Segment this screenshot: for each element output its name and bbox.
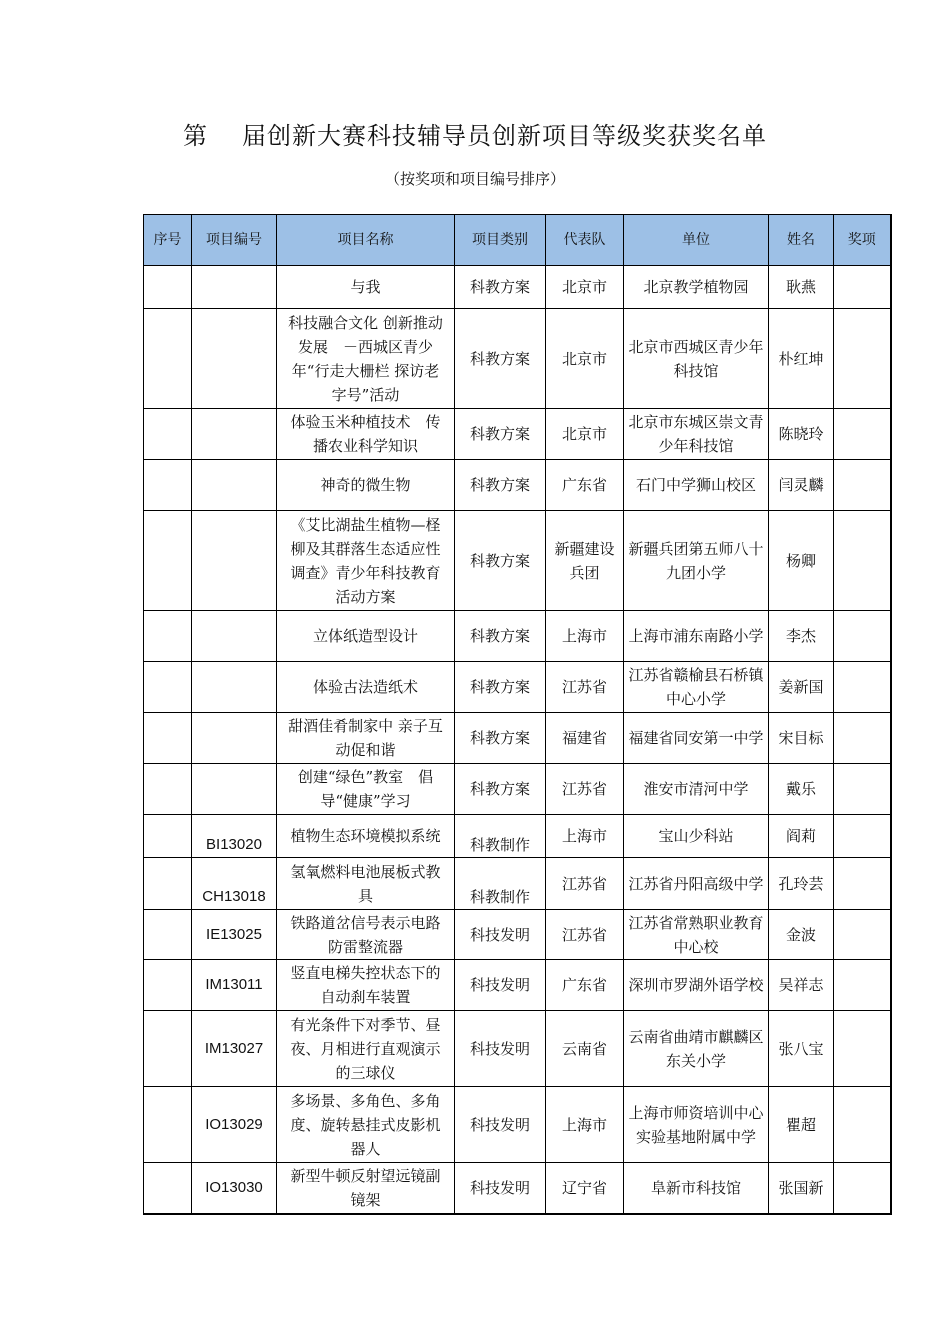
cell-team: 北京市 [546, 409, 624, 460]
col-header-name: 项目名称 [277, 215, 455, 266]
cell-name: 甜酒佳肴制家中 亲子互动促和谐 [277, 713, 455, 764]
cell-unit: 北京市西城区青少年科技馆 [624, 309, 769, 409]
cell-team: 江苏省 [546, 662, 624, 713]
table-row [144, 409, 891, 460]
table-row [144, 511, 891, 611]
cell-person: 姜新国 [769, 662, 834, 713]
cell-unit: 淮安市清河中学 [624, 764, 769, 815]
cell-team: 辽宁省 [546, 1163, 624, 1214]
cell-category: 科技发明 [455, 910, 546, 960]
col-header-unit: 单位 [624, 215, 769, 266]
cell-person: 耿燕 [769, 266, 834, 309]
cell-category: 科教方案 [455, 662, 546, 713]
cell-unit: 新疆兵团第五师八十九团小学 [624, 511, 769, 611]
table-row [144, 764, 891, 815]
cell-seq [144, 511, 192, 611]
col-header-seq: 序号 [144, 215, 192, 266]
cell-person: 闫灵麟 [769, 460, 834, 511]
cell-seq [144, 1163, 192, 1214]
cell-unit: 上海市浦东南路小学 [624, 611, 769, 662]
cell-category: 科技发明 [455, 1087, 546, 1163]
cell-team: 广东省 [546, 960, 624, 1011]
cell-person: 宋目标 [769, 713, 834, 764]
table-header-row [144, 215, 891, 266]
cell-seq [144, 910, 192, 960]
table-row [144, 611, 891, 662]
cell-team: 北京市 [546, 266, 624, 309]
cell-seq [144, 460, 192, 511]
cell-category: 科教制作 [455, 815, 546, 858]
table-row [144, 910, 891, 960]
cell-category: 科教制作 [455, 858, 546, 910]
cell-category: 科教方案 [455, 764, 546, 815]
cell-category: 科教方案 [455, 266, 546, 309]
cell-person: 吴祥志 [769, 960, 834, 1011]
table-row [144, 1011, 891, 1087]
cell-name: 创建“绿色”教室 倡导“健康”学习 [277, 764, 455, 815]
cell-category: 科技发明 [455, 960, 546, 1011]
cell-person: 金波 [769, 910, 834, 960]
cell-seq [144, 611, 192, 662]
cell-category: 科技发明 [455, 1163, 546, 1214]
cell-seq [144, 662, 192, 713]
cell-seq [144, 815, 192, 858]
cell-team: 云南省 [546, 1011, 624, 1087]
cell-award [834, 1087, 891, 1163]
award-table [143, 214, 892, 1215]
table-row [144, 713, 891, 764]
cell-code: CH13018 [192, 858, 277, 910]
cell-team: 上海市 [546, 611, 624, 662]
table-row [144, 858, 891, 910]
cell-name: 《艾比湖盐生植物—柽柳及其群落生态适应性调查》青少年科技教育活动方案 [277, 511, 455, 611]
title-prefix: 第 [183, 122, 208, 150]
cell-code: IM13011 [192, 960, 277, 1011]
col-header-category: 项目类别 [455, 215, 546, 266]
cell-name: 与我 [277, 266, 455, 309]
cell-seq [144, 1087, 192, 1163]
table-row [144, 960, 891, 1011]
cell-award [834, 815, 891, 858]
cell-name: 神奇的微生物 [277, 460, 455, 511]
cell-seq [144, 764, 192, 815]
cell-person: 阎莉 [769, 815, 834, 858]
cell-person: 瞿超 [769, 1087, 834, 1163]
cell-award [834, 460, 891, 511]
cell-name: 体验玉米种植技术 传播农业科学知识 [277, 409, 455, 460]
cell-award [834, 713, 891, 764]
cell-unit: 石门中学狮山校区 [624, 460, 769, 511]
title-main: 届创新大赛科技辅导员创新项目等级奖获奖名单 [242, 122, 767, 150]
cell-award [834, 764, 891, 815]
cell-award [834, 511, 891, 611]
cell-person: 张国新 [769, 1163, 834, 1214]
cell-code [192, 511, 277, 611]
cell-code [192, 409, 277, 460]
cell-person: 张八宝 [769, 1011, 834, 1087]
cell-seq [144, 409, 192, 460]
cell-unit: 江苏省赣榆县石桥镇中心小学 [624, 662, 769, 713]
cell-code [192, 460, 277, 511]
cell-award [834, 611, 891, 662]
cell-team: 广东省 [546, 460, 624, 511]
page-title [0, 116, 950, 151]
cell-award [834, 266, 891, 309]
cell-unit: 北京教学植物园 [624, 266, 769, 309]
cell-team: 北京市 [546, 309, 624, 409]
cell-unit: 宝山少科站 [624, 815, 769, 858]
cell-category: 科教方案 [455, 409, 546, 460]
cell-team: 江苏省 [546, 764, 624, 815]
cell-team: 上海市 [546, 1087, 624, 1163]
cell-name: 多场景、多角色、多角度、旋转悬挂式皮影机器人 [277, 1087, 455, 1163]
cell-person: 李杰 [769, 611, 834, 662]
cell-unit: 云南省曲靖市麒麟区东关小学 [624, 1011, 769, 1087]
cell-code [192, 309, 277, 409]
table-row [144, 309, 891, 409]
cell-seq [144, 1011, 192, 1087]
cell-award [834, 309, 891, 409]
table-row [144, 815, 891, 858]
cell-unit: 江苏省丹阳高级中学 [624, 858, 769, 910]
cell-seq [144, 960, 192, 1011]
cell-team: 江苏省 [546, 858, 624, 910]
cell-name: 有光条件下对季节、昼夜、月相进行直观演示的三球仪 [277, 1011, 455, 1087]
col-header-person: 姓名 [769, 215, 834, 266]
cell-unit: 江苏省常熟职业教育中心校 [624, 910, 769, 960]
cell-category: 科教方案 [455, 460, 546, 511]
cell-code: IO13029 [192, 1087, 277, 1163]
table-row [144, 460, 891, 511]
cell-seq [144, 309, 192, 409]
cell-unit: 北京市东城区崇文青少年科技馆 [624, 409, 769, 460]
cell-name: 体验古法造纸术 [277, 662, 455, 713]
cell-category: 科教方案 [455, 611, 546, 662]
cell-code: IO13030 [192, 1163, 277, 1214]
cell-unit: 福建省同安第一中学 [624, 713, 769, 764]
table-row [144, 1163, 891, 1214]
cell-name: 竖直电梯失控状态下的自动刹车装置 [277, 960, 455, 1011]
cell-code: BI13020 [192, 815, 277, 858]
cell-code: IE13025 [192, 910, 277, 960]
cell-award [834, 910, 891, 960]
cell-unit: 深圳市罗湖外语学校 [624, 960, 769, 1011]
table-row [144, 662, 891, 713]
page-subtitle: （按奖项和项目编号排序） [384, 170, 565, 188]
cell-code [192, 662, 277, 713]
cell-name: 立体纸造型设计 [277, 611, 455, 662]
cell-name: 新型牛顿反射望远镜副镜架 [277, 1163, 455, 1214]
cell-team: 福建省 [546, 713, 624, 764]
col-header-team: 代表队 [546, 215, 624, 266]
cell-person: 孔玲芸 [769, 858, 834, 910]
col-header-code: 项目编号 [192, 215, 277, 266]
cell-award [834, 662, 891, 713]
cell-category: 科教方案 [455, 511, 546, 611]
cell-award [834, 960, 891, 1011]
cell-category: 科教方案 [455, 309, 546, 409]
table-row [144, 1087, 891, 1163]
cell-code [192, 266, 277, 309]
cell-person: 陈晓玲 [769, 409, 834, 460]
cell-award [834, 1163, 891, 1214]
cell-code [192, 764, 277, 815]
cell-category: 科技发明 [455, 1011, 546, 1087]
cell-team: 新疆建设兵团 [546, 511, 624, 611]
cell-category: 科教方案 [455, 713, 546, 764]
cell-name: 科技融合文化 创新推动发展 －西城区青少年“行走大栅栏 探访老字号”活动 [277, 309, 455, 409]
cell-name: 氢氧燃料电池展板式教具 [277, 858, 455, 910]
cell-unit: 阜新市科技馆 [624, 1163, 769, 1214]
cell-award [834, 858, 891, 910]
cell-award [834, 409, 891, 460]
cell-seq [144, 266, 192, 309]
table-row [144, 266, 891, 309]
cell-award [834, 1011, 891, 1087]
cell-seq [144, 713, 192, 764]
cell-person: 戴乐 [769, 764, 834, 815]
cell-team: 上海市 [546, 815, 624, 858]
cell-team: 江苏省 [546, 910, 624, 960]
cell-seq [144, 858, 192, 910]
cell-code [192, 713, 277, 764]
cell-name: 铁路道岔信号表示电路防雷整流器 [277, 910, 455, 960]
cell-person: 朴红坤 [769, 309, 834, 409]
cell-unit: 上海市师资培训中心实验基地附属中学 [624, 1087, 769, 1163]
cell-person: 杨卿 [769, 511, 834, 611]
cell-name: 植物生态环境模拟系统 [277, 815, 455, 858]
col-header-award: 奖项 [834, 215, 891, 266]
cell-code: IM13027 [192, 1011, 277, 1087]
cell-code [192, 611, 277, 662]
